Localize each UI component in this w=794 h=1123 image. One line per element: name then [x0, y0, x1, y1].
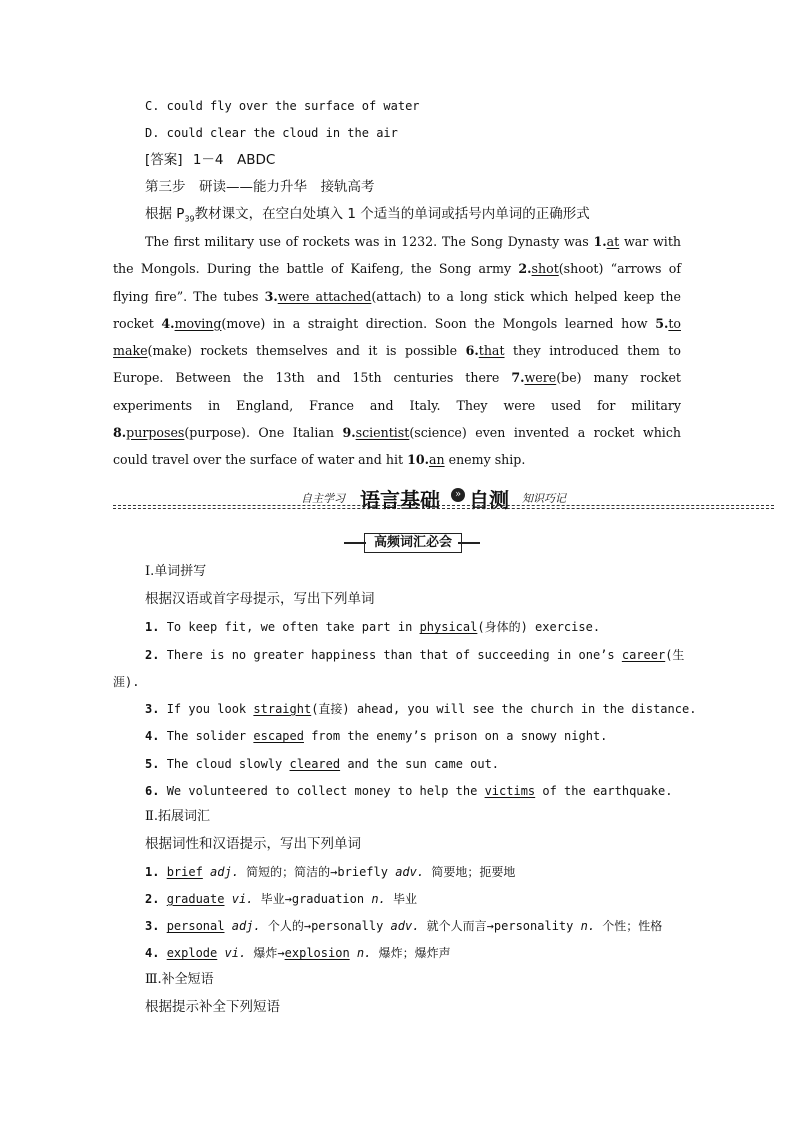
list-item: 4. The solider escaped from the enemy’s prison on a snowy night. — [145, 729, 608, 743]
list-item: 2. There is no greater happiness than that of succeeding in one’s career(生 — [145, 648, 685, 662]
section1-title: Ⅰ.单词拼写 — [145, 564, 207, 579]
section-banner — [113, 484, 774, 510]
passage-instruction — [145, 205, 590, 229]
cloze-passage: The first military use of rockets was in 1232. The Song Dynasty was 1.at war with the Mongols. During the battle of Kaifeng, the Song army 2.shot(shoot) “arrows of flying fire”. The tubes 3.were attached(attach) to a long stick which helped keep the rocket 4.moving(move) in a straight direction. Soon the Mongols learned how 5.to make(make) rockets themselves and it is possible 6.that they introduced them to Europe. Between the 13th and 15th centuries there 7.were(be) many rocket experiments in England, France and Italy. They were used for military 8.purposes(purpose). One Italian 9.scientist(science) even invented a rocket which could travel over the surface of water and hit 10.an enemy ship. — [113, 234, 682, 468]
option-c: C. could fly over the surface of water — [145, 99, 420, 113]
list-item: 4. explode vi. 爆炸→explosion n. 爆炸；爆炸声 — [145, 946, 451, 960]
blank-answer: were attached — [277, 288, 372, 304]
blank-answer: shot — [531, 261, 559, 277]
option-d: D. could clear the cloud in the air — [145, 126, 398, 140]
instruction-pre: 根据 P — [145, 206, 185, 222]
blank-answer: at — [606, 234, 620, 249]
section1-instruction: 根据汉语或首字母提示，写出下列单词 — [145, 591, 375, 607]
banner-main-2: 自测 — [469, 488, 509, 512]
answer-text: 1－4 ABDC — [192, 152, 276, 168]
blank-answer: to make — [113, 315, 681, 359]
instruction-sub: 39 — [184, 214, 195, 224]
blank-answer: scientist — [355, 425, 410, 441]
list-item: 5. The cloud slowly cleared and the sun came out. — [145, 757, 500, 771]
banner-divider — [113, 505, 774, 506]
list-item: 1. brief adj. 简短的；简洁的→briefly adv. 简要地；扼要地 — [145, 865, 516, 879]
banner-divider — [113, 508, 774, 509]
blank-answer: that — [478, 343, 505, 359]
answer-label: [答案] — [145, 152, 183, 168]
double-chevron-icon: » — [451, 488, 465, 502]
list-item: 1. To keep fit, we often take part in physical(身体的) exercise. — [145, 620, 601, 634]
blank-answer: purposes — [126, 425, 185, 441]
banner-right: 知识巧记 — [522, 492, 566, 505]
list-item: 2. graduate vi. 毕业→graduation n. 毕业 — [145, 892, 418, 906]
blank-answer: moving — [174, 315, 222, 331]
banner-left: 自主学习 — [301, 492, 345, 505]
step3-heading: 第三步 研读——能力升华 接轨高考 — [145, 179, 375, 195]
list-item: 6. We volunteered to collect money to help the victims of the earthquake. — [145, 784, 673, 798]
list-item-continuation: 涯). — [113, 675, 140, 689]
vocab-heading-text: 高频词汇必会 — [364, 533, 462, 553]
section2-title: Ⅱ.拓展词汇 — [145, 809, 210, 824]
vocab-heading — [344, 533, 480, 553]
banner-main-1: 语言基础 — [360, 488, 440, 512]
blank-answer: an — [428, 452, 445, 468]
blank-answer: were — [524, 370, 557, 386]
section3-instruction: 根据提示补全下列短语 — [145, 999, 280, 1015]
instruction-post: 教材课文，在空白处填入 1 个适当的单词或括号内单词的正确形式 — [194, 206, 590, 222]
section3-title: Ⅲ.补全短语 — [145, 972, 214, 987]
list-item: 3. If you look straight(直接) ahead, you will see the church in the distance. — [145, 702, 697, 716]
answer-line — [145, 151, 275, 169]
list-item: 3. personal adj. 个人的→personally adv. 就个人而言→personality n. 个性；性格 — [145, 919, 663, 933]
section2-instruction: 根据词性和汉语提示，写出下列单词 — [145, 836, 361, 852]
